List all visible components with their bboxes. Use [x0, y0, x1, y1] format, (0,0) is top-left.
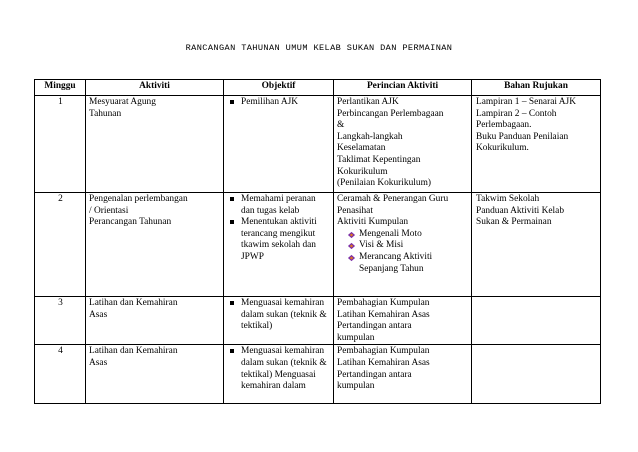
cell-rujukan: [472, 193, 601, 297]
perincian-line: Penasihat: [337, 205, 373, 216]
document-title: RANCANGAN TAHUNAN UMUM KELAB SUKAN DAN PERMAINAN: [185, 43, 453, 53]
objektif-text: Memahami peranan dan tugas kelab: [241, 194, 316, 216]
aktiviti-line: Tahunan: [89, 108, 122, 119]
perincian-line: Latihan Kemahiran Asas: [337, 357, 430, 368]
aktiviti-line: Latihan dan Kemahiran: [89, 346, 178, 357]
header-objektif: Objektif: [224, 80, 334, 96]
square-bullet-icon: [230, 100, 234, 104]
perincian-subitem-text: Mengenali Moto: [359, 228, 422, 239]
aktiviti-line: Latihan dan Kemahiran: [89, 298, 178, 308]
perincian-line: Aktiviti Kumpulan: [337, 217, 409, 228]
rujukan-line: Perlembagaan.: [476, 120, 532, 131]
header-row: [35, 80, 601, 96]
diamond-bullet-icon: [347, 242, 356, 250]
objektif-text: Menentukan aktiviti terancang mengikut tkawim sekolah dan JPWP: [241, 217, 317, 262]
objektif-text: Menguasai kemahiran dalam sukan (teknik & tektikal) Menguasai kemahiran dalam: [241, 346, 327, 392]
cell-minggu: 2: [35, 193, 86, 297]
header-minggu: Minggu: [35, 80, 86, 96]
cell-objektif: [224, 345, 334, 404]
perincian-line: Keselamatan: [337, 143, 386, 154]
header-aktiviti: Aktiviti: [86, 80, 224, 96]
aktiviti-line: / Orientasi: [89, 205, 129, 216]
square-bullet-icon: [230, 197, 234, 201]
perincian-subitem: [345, 229, 469, 241]
objektif-text: Menguasai kemahiran dalam sukan (teknik & tektikal): [241, 298, 327, 332]
rujukan-line: Panduan Aktiviti Kelab: [476, 205, 565, 216]
perincian-line: (Penilaian Kokurikulum): [337, 178, 431, 189]
plan-table: [34, 79, 601, 404]
perincian-line: Pertandingan antara: [337, 369, 412, 380]
table-row: [35, 193, 601, 297]
objektif-item: [227, 194, 331, 217]
cell-objektif: [224, 193, 334, 297]
cell-rujukan: [472, 297, 601, 345]
cell-aktiviti: [86, 96, 224, 193]
perincian-line: Ceramah & Penerangan Guru: [337, 194, 449, 204]
objektif-item: [227, 97, 331, 109]
perincian-line: Perlantikan AJK: [337, 97, 399, 107]
table-row: [35, 96, 601, 193]
perincian-line: Langkah-langkah: [337, 131, 403, 142]
table-row: [35, 297, 601, 345]
rujukan-line: Sukan & Permainan: [476, 217, 552, 228]
perincian-line: Perbincangan Perlembagaan: [337, 108, 444, 119]
header-rujukan: Bahan Rujukan: [472, 80, 601, 96]
perincian-subitem: [345, 240, 469, 252]
diamond-bullet-icon: [347, 254, 356, 262]
rujukan-line: Lampiran 2 – Contoh: [476, 108, 557, 119]
cell-minggu: 4: [35, 345, 86, 404]
square-bullet-icon: [230, 301, 234, 305]
aktiviti-line: Mesyuarat Agung: [89, 97, 156, 107]
rujukan-line: Kokurikulum.: [476, 143, 529, 154]
aktiviti-line: Pengenalan perlembangan: [89, 194, 188, 204]
square-bullet-icon: [230, 349, 234, 353]
perincian-line: Kokurikulum: [337, 166, 388, 177]
objektif-item: [227, 298, 331, 333]
perincian-subitem: [345, 252, 469, 275]
cell-perincian: [334, 345, 472, 404]
perincian-line: kumpulan: [337, 381, 375, 392]
rujukan-line: Takwim Sekolah: [476, 194, 540, 204]
cell-minggu: 1: [35, 96, 86, 193]
cell-objektif: [224, 297, 334, 345]
cell-aktiviti: [86, 345, 224, 404]
cell-aktiviti: [86, 297, 224, 345]
perincian-line: Pembahagian Kumpulan: [337, 298, 430, 308]
perincian-line: Pembahagian Kumpulan: [337, 346, 430, 357]
cell-perincian: [334, 193, 472, 297]
diamond-bullet-icon: [347, 231, 356, 239]
table-row: [35, 345, 601, 404]
cell-objektif: [224, 96, 334, 193]
aktiviti-line: Perancangan Tahunan: [89, 217, 172, 228]
aktiviti-line: Asas: [89, 309, 108, 320]
cell-aktiviti: [86, 193, 224, 297]
objektif-item: [227, 346, 331, 392]
cell-rujukan: [472, 96, 601, 193]
cell-perincian: [334, 96, 472, 193]
perincian-line: Pertandingan antara: [337, 321, 412, 332]
rujukan-line: Buku Panduan Penilaian: [476, 131, 569, 142]
cell-perincian: [334, 297, 472, 345]
square-bullet-icon: [230, 220, 234, 224]
objektif-item: [227, 217, 331, 263]
objektif-text: Pemilihan AJK: [241, 97, 299, 107]
header-perincian: Perincian Aktiviti: [334, 80, 472, 96]
aktiviti-line: Asas: [89, 357, 108, 368]
perincian-line: Taklimat Kepentingan: [337, 154, 421, 165]
cell-minggu: 3: [35, 297, 86, 345]
cell-rujukan: [472, 345, 601, 404]
rujukan-line: Lampiran 1 – Senarai AJK: [476, 97, 576, 107]
perincian-subitem-text: Visi & Misi: [359, 240, 404, 251]
perincian-subitem-text: Merancang Aktiviti Sepanjang Tahun: [359, 251, 433, 274]
perincian-line: Latihan Kemahiran Asas: [337, 309, 430, 320]
perincian-line: kumpulan: [337, 332, 375, 343]
perincian-line: &: [337, 120, 345, 131]
